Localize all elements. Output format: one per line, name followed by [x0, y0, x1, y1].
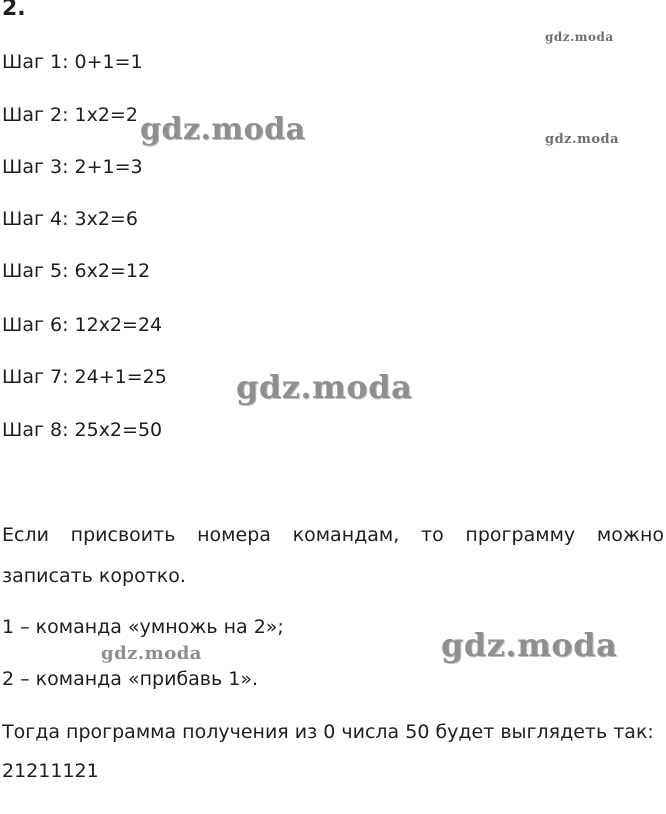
step-line: Шаг 7: 24+1=25 [2, 366, 167, 388]
command-2-text: 2 – команда «прибавь 1». [2, 668, 258, 690]
step-line: Шаг 8: 25х2=50 [2, 419, 163, 441]
watermark: gdz.moda [441, 626, 618, 664]
explanation-line-1: Если присвоить номера командам, то программу можно [2, 524, 664, 546]
task-number: 2. [2, 0, 26, 21]
step-line: Шаг 5: 6х2=12 [2, 260, 151, 282]
watermark: gdz.moda [101, 643, 202, 664]
explanation-line-2: записать коротко. [2, 565, 186, 587]
step-line: Шаг 3: 2+1=3 [2, 156, 143, 178]
step-line: Шаг 2: 1х2=2 [2, 104, 138, 126]
step-line: Шаг 1: 0+1=1 [2, 51, 143, 73]
watermark: gdz.moda [236, 368, 413, 406]
watermark: gdz.moda [545, 132, 620, 147]
conclusion-text: Тогда программа получения из 0 числа 50 будет выглядеть так: [2, 721, 654, 743]
command-1-text: 1 – команда «умножь на 2»; [2, 616, 284, 638]
watermark: gdz.moda [140, 112, 306, 147]
watermark: gdz.moda [545, 30, 614, 44]
answer-text: 21211121 [2, 760, 99, 782]
step-line: Шаг 4: 3х2=6 [2, 208, 138, 230]
step-line: Шаг 6: 12х2=24 [2, 314, 163, 336]
